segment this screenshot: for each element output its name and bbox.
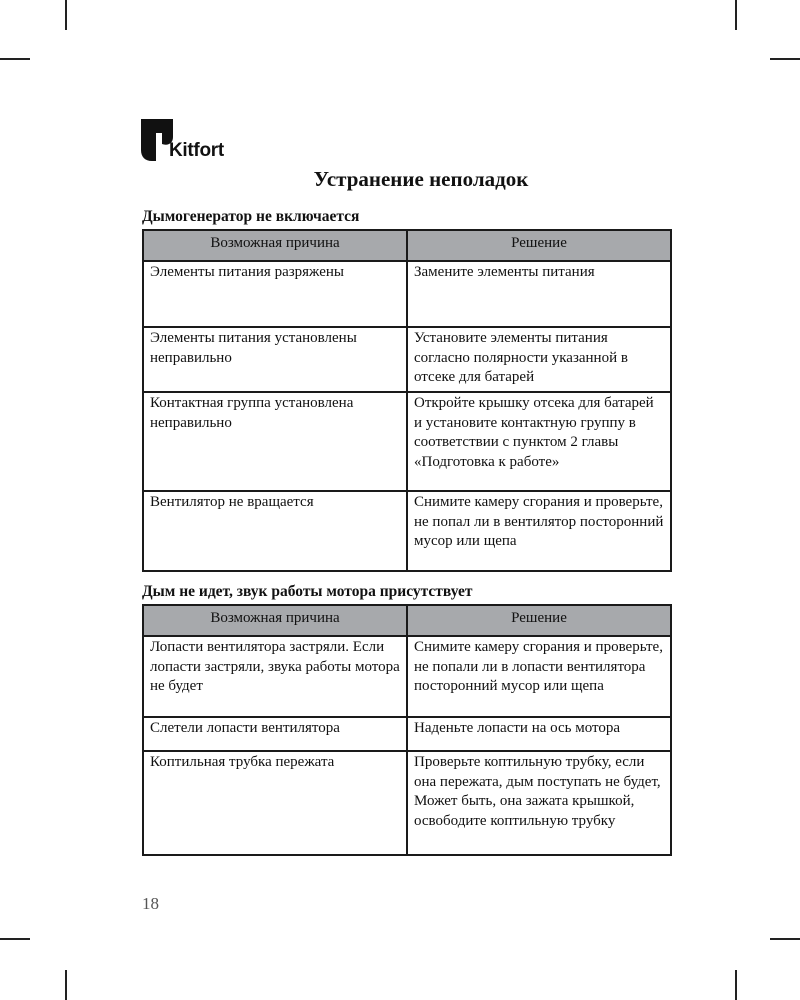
crop-mark-bottom-right-horizontal [770,938,800,940]
crop-mark-top-left-vertical [65,0,67,30]
solution-cell: Откройте крышку отсека для батарей и установите контактную группу в соответствии с пунктом 2 главы «Подготовка к работе» [407,392,671,491]
cause-cell: Лопасти вентилятора застряли. Если лопасти застряли, звука работы мотора не будет [143,636,407,717]
brand-logo [140,118,250,162]
section-title-no-smoke-motor-running: Дым не идет, звук работы мотора присутствует [142,583,473,600]
solution-cell: Снимите камеру сгорания и проверьте, не попал ли в вентилятор посторонний мусор или щепа [407,491,671,571]
solution-cell: Установите элементы питания согласно полярности указанной в отсеке для батарей [407,327,671,392]
solution-cell: Снимите камеру сгорания и проверьте, не попали ли в лопасти вентилятора посторонний мусор или щепа [407,636,671,717]
crop-mark-bottom-left-vertical [65,970,67,1000]
cause-cell: Контактная группа установлена неправильно [143,392,407,491]
cause-cell: Слетели лопасти вентилятора [143,717,407,751]
cause-cell: Элементы питания установлены неправильно [143,327,407,392]
table-row [143,491,671,571]
crop-mark-bottom-left-horizontal [0,938,30,940]
table-row [143,261,671,327]
solution-cell: Наденьте лопасти на ось мотора [407,717,671,751]
solution-cell: Проверьте коптильную трубку, если она пережата, дым поступать не будет, Может быть, она зажата крышкой, освободите коптильную трубку [407,751,671,855]
crop-mark-top-right-vertical [735,0,737,30]
cause-cell: Элементы питания разряжены [143,261,407,327]
page-number: 18 [142,894,159,913]
crop-mark-top-right-horizontal [770,58,800,60]
page-title: Устранение неполадок [313,167,529,191]
brand-name: Kitfort [169,140,224,161]
table-row [143,392,671,491]
table-row [143,717,671,751]
solution-cell: Замените элементы питания [407,261,671,327]
table-header-row [143,230,671,261]
table-row [143,636,671,717]
table-row [143,751,671,855]
column-header-cause: Возможная причина [143,230,407,261]
column-header-cause: Возможная причина [143,605,407,636]
section-title-smoke-generator-not-on: Дымогенератор не включается [142,208,360,225]
crop-mark-top-left-horizontal [0,58,30,60]
crop-mark-bottom-right-vertical [735,970,737,1000]
troubleshooting-table-1 [142,229,672,572]
troubleshooting-table-2 [142,604,672,856]
cause-cell: Вентилятор не вращается [143,491,407,571]
column-header-solution: Решение [407,605,671,636]
table-header-row [143,605,671,636]
table-row [143,327,671,392]
cause-cell: Коптильная трубка пережата [143,751,407,855]
column-header-solution: Решение [407,230,671,261]
